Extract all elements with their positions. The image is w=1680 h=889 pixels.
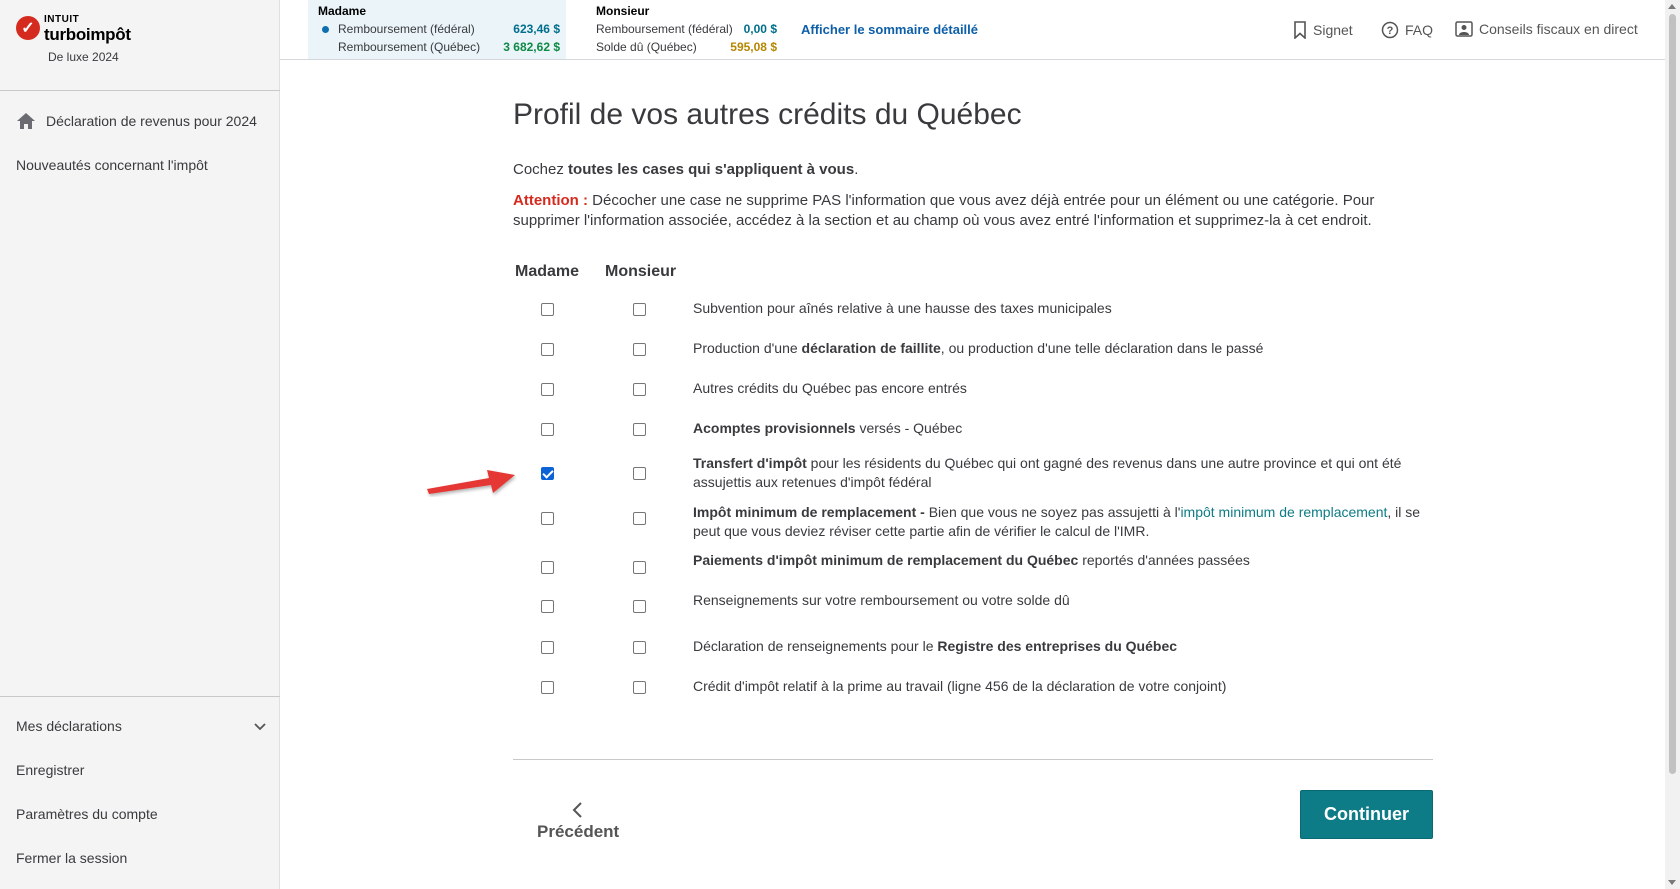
credit-label — [693, 339, 1433, 358]
attention-text: Décocher une case ne supprime PAS l'information que vous avez déjà entrée pour un élément ou une catégorie. Pour supprimer l'information associée, accédez à la section et au champ où vous avez entré l'information et supprimez-la à cet endroit. — [513, 192, 1375, 229]
checkbox-monsieur[interactable] — [633, 600, 646, 613]
detailed-summary-link[interactable]: Afficher le sommaire détaillé — [801, 22, 979, 37]
intro-suffix: . — [854, 161, 859, 178]
bookmark-label: Signet — [1313, 22, 1353, 38]
page-title: Profil de vos autres crédits du Québec — [513, 98, 1022, 131]
checkbox-monsieur[interactable] — [633, 641, 646, 654]
checkbox-madame[interactable] — [541, 423, 554, 436]
checkbox-monsieur[interactable] — [633, 423, 646, 436]
credit-label-text: Crédit d'impôt relatif à la prime au travail (ligne 456 de la déclaration de votre conjoint) — [693, 678, 1227, 694]
vertical-scrollbar[interactable] — [1665, 0, 1680, 889]
active-bullet-icon — [322, 26, 329, 33]
bookmark-button[interactable] — [1293, 21, 1353, 39]
checkbox-monsieur[interactable] — [633, 467, 646, 480]
federal-label: Remboursement (fédéral) — [596, 22, 733, 36]
credit-label — [693, 419, 1433, 438]
federal-value: 0,00 $ — [743, 22, 777, 36]
sidebar-item-tax-news[interactable] — [16, 157, 208, 173]
taxpayer-name: Madame — [318, 4, 367, 18]
credit-label-text: Renseignements sur votre remboursement ou votre solde dû — [693, 592, 1070, 608]
intro-text: Cochez — [513, 161, 569, 178]
checkbox-monsieur[interactable] — [633, 681, 646, 694]
checkbox-madame[interactable] — [541, 561, 554, 574]
taxpayer-name: Monsieur — [596, 4, 650, 18]
previous-button[interactable] — [537, 800, 619, 842]
checkbox-monsieur[interactable] — [633, 561, 646, 574]
amt-info-link[interactable]: impôt minimum de remplacement — [1180, 504, 1388, 520]
credit-label-text: Bien que vous ne soyez pas assujetti à l' — [928, 504, 1181, 520]
svg-text:?: ? — [1386, 25, 1394, 37]
advice-label: Conseils fiscaux en direct — [1479, 21, 1638, 37]
turboimpot-logo[interactable] — [16, 14, 131, 44]
checkbox-monsieur[interactable] — [633, 383, 646, 396]
red-arrow-annotation-icon — [425, 463, 517, 497]
refund-box-monsieur[interactable] — [582, 0, 782, 59]
attention-notice — [513, 191, 1433, 231]
refund-meter-bar — [280, 0, 1665, 60]
credit-label-text: Production d'une — [693, 340, 802, 356]
credit-label — [693, 379, 1433, 398]
sidebar-item-label: Mes déclarations — [16, 718, 122, 734]
checkmark-logo-icon: ✓ — [16, 16, 40, 40]
footer-divider — [513, 759, 1433, 760]
checkbox-monsieur[interactable] — [633, 343, 646, 356]
chevron-left-icon — [571, 800, 585, 820]
previous-label: Précédent — [537, 822, 620, 841]
refund-box-madame[interactable] — [308, 0, 566, 59]
checkbox-madame[interactable] — [541, 641, 554, 654]
sidebar — [0, 0, 280, 889]
sidebar-item-label: Nouveautés concernant l'impôt — [16, 157, 208, 173]
credit-label — [693, 299, 1433, 318]
credit-label-text: pour les résidents du Québec qui ont gagné des revenus dans une autre province et qui ont été assujettis aux retenues d'impôt fédéral — [693, 455, 1402, 490]
credit-label — [693, 454, 1433, 492]
credit-label — [693, 677, 1433, 696]
credit-label-text: reportés d'années passées — [1078, 552, 1250, 568]
column-header-madame: Madame — [515, 263, 580, 280]
credit-label — [693, 503, 1433, 541]
credit-label-bold: Registre des entreprises du Québec — [937, 638, 1178, 654]
sidebar-item-sign-out[interactable] — [16, 850, 127, 866]
intro-bold-text: toutes les cases qui s'appliquent à vous — [568, 161, 855, 178]
checkbox-monsieur[interactable] — [633, 512, 646, 525]
credit-label-bold: Impôt minimum de remplacement - — [693, 504, 929, 520]
scroll-up-icon[interactable] — [1668, 4, 1676, 9]
scroll-thumb[interactable] — [1669, 14, 1676, 774]
expert-advice-icon — [1455, 21, 1473, 37]
edition-label: De luxe 2024 — [48, 50, 119, 64]
sidebar-item-my-returns[interactable] — [16, 718, 122, 734]
checkbox-monsieur[interactable] — [633, 303, 646, 316]
logo-product: turboimpôt — [44, 25, 131, 44]
federal-label: Remboursement (fédéral) — [338, 22, 475, 36]
logo-brand: INTUIT — [44, 14, 80, 25]
attention-label: Attention : — [513, 192, 588, 209]
checkbox-madame[interactable] — [541, 383, 554, 396]
quebec-value: 3 682,62 $ — [503, 40, 560, 54]
instructions — [513, 161, 858, 178]
quebec-label: Remboursement (Québec) — [338, 40, 481, 54]
checkbox-madame[interactable] — [541, 600, 554, 613]
home-icon — [16, 112, 36, 130]
credit-label-text: Autres crédits du Québec pas encore entrés — [693, 380, 967, 396]
credit-label-text: Subvention pour aînés relative à une hausse des taxes municipales — [693, 300, 1112, 316]
live-tax-advice-button[interactable] — [1455, 21, 1638, 37]
help-circle-icon — [1381, 21, 1399, 39]
column-header-monsieur: Monsieur — [605, 263, 677, 280]
checkbox-madame[interactable] — [541, 303, 554, 316]
sidebar-item-label: Déclaration de revenus pour 2024 — [46, 113, 257, 129]
bookmark-icon — [1293, 21, 1307, 39]
checkbox-madame[interactable] — [541, 681, 554, 694]
sidebar-divider — [0, 696, 280, 697]
sidebar-divider — [0, 90, 280, 91]
credit-label-text: Déclaration de renseignements pour le — [693, 638, 938, 654]
credit-label — [693, 591, 1433, 610]
credit-label-bold: Transfert d'impôt — [693, 455, 807, 471]
quebec-value: 595,08 $ — [730, 40, 777, 54]
credit-label-bold: déclaration de faillite — [801, 340, 941, 356]
federal-value: 623,46 $ — [513, 22, 560, 36]
sidebar-item-save[interactable] — [16, 762, 84, 778]
faq-button[interactable] — [1381, 21, 1433, 39]
credit-label-text: , il se peut que vous deviez réviser cette partie afin de vérifier le calcul de l'IMR. — [693, 504, 1421, 539]
credit-label-bold: Acomptes provisionnels — [693, 420, 856, 436]
sidebar-item-tax-return[interactable] — [16, 112, 257, 130]
credit-label-text: versés - Québec — [855, 420, 963, 436]
checkbox-madame[interactable] — [541, 467, 554, 480]
credit-label-text: , ou production d'une telle déclaration dans le passé — [940, 340, 1264, 356]
faq-label: FAQ — [1405, 22, 1434, 38]
checkbox-madame[interactable] — [541, 512, 554, 525]
quebec-label: Solde dû (Québec) — [596, 40, 697, 54]
continue-button[interactable]: Continuer — [1300, 790, 1433, 839]
chevron-down-icon[interactable] — [253, 720, 267, 734]
sidebar-item-label: Fermer la session — [16, 850, 128, 866]
sidebar-item-account-settings[interactable] — [16, 806, 158, 822]
sidebar-item-label: Paramètres du compte — [16, 806, 158, 822]
sidebar-item-label: Enregistrer — [16, 762, 85, 778]
credit-label — [693, 637, 1433, 656]
credit-label-bold: Paiements d'impôt minimum de remplacement du Québec — [693, 552, 1079, 568]
scroll-down-icon[interactable] — [1668, 880, 1676, 885]
checkbox-madame[interactable] — [541, 343, 554, 356]
credit-label — [693, 551, 1433, 570]
